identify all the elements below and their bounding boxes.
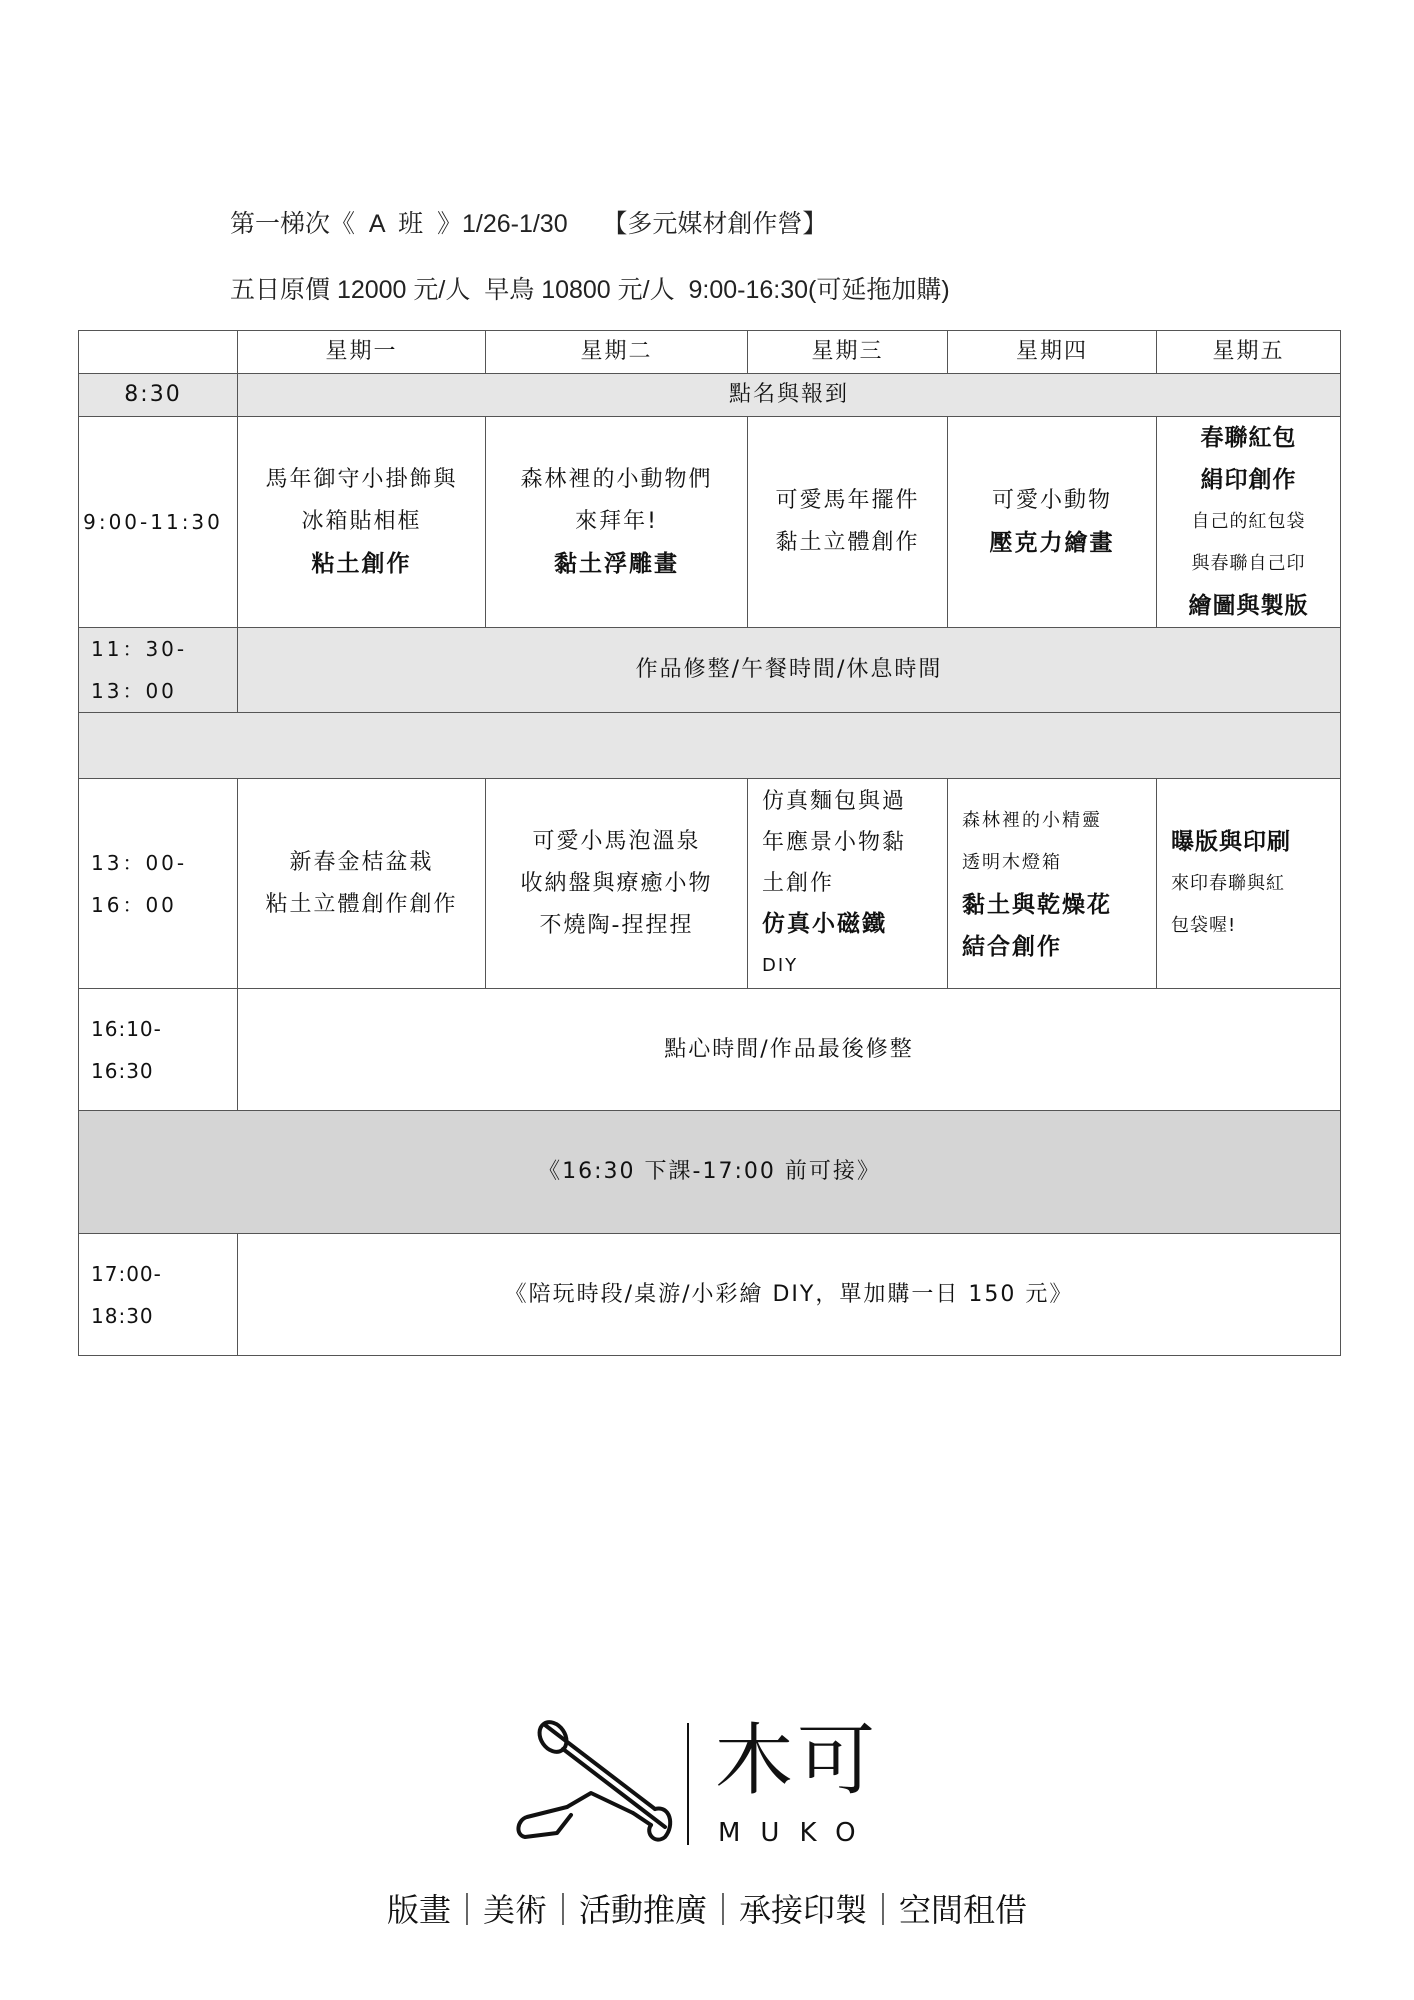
activity-text: 新春金桔盆栽 [289,849,434,875]
activity-type: 粘土創作 [311,551,412,577]
time-end: 16：00 [91,892,177,917]
brand-name-cn: 木可 [715,1716,880,1806]
activity-cell-fri [1157,417,1341,628]
activity-text: 土創作 [762,871,835,896]
time-start: 13：00- [91,850,188,875]
day-header: 星期三 [748,331,948,374]
activity-cell-mon [238,417,486,628]
activity-cell-thu [948,417,1157,628]
brand-name-en: MUKO [718,1818,876,1848]
activity-text: 馬年御守小掛飾與 [265,467,458,492]
activity-text: 森林裡的小動物們 [520,467,713,492]
activity-type: 黏土與乾燥花 [962,891,1112,918]
activity-text: 自己的紅包袋 [1191,511,1306,532]
activity-cell-tue [486,779,748,989]
activity-type: 結合創作 [962,933,1062,960]
extra-row [79,1234,1341,1356]
snack-row [79,989,1341,1111]
time-start: 17:00- [91,1261,162,1286]
activity-cell-thu [948,779,1157,989]
empty-cell [79,713,1341,779]
activity-text: 粘土立體創作創作 [265,891,458,917]
activity-cell-fri [1157,779,1341,989]
time-end: 18:30 [91,1303,154,1328]
activity-text: 透明木燈箱 [962,851,1062,873]
lunch-text: 作品修整/午餐時間/休息時間 [238,628,1341,713]
pickup-row [79,1111,1341,1234]
morning-row [79,417,1341,628]
activity-text: 可愛小馬泡溫泉 [532,828,701,854]
lunch-row [79,628,1341,713]
day-header: 星期五 [1157,331,1341,374]
afternoon-row [79,779,1341,989]
day-header-row [79,331,1341,374]
time-start: 11：30- [91,637,188,661]
time-cell [79,989,238,1111]
activity-text: 包袋喔! [1171,914,1237,936]
pickup-text: 《16:30 下課-17:00 前可接》 [79,1111,1341,1234]
time-cell: 8:30 [79,374,238,417]
time-end: 13：00 [91,679,177,703]
time-end: 16:30 [91,1058,154,1083]
time-cell: 9:00-11:30 [79,417,238,628]
activity-type: 壓克力繪畫 [989,530,1115,556]
camp-title: 第一梯次《 A 班 》1/26-1/30 【多元媒材創作營】 [230,210,828,238]
activity-text: 可愛馬年擺件 [775,488,920,513]
activity-type: 春聯紅包 [1200,425,1297,451]
activity-text: 可愛小動物 [991,488,1112,513]
time-cell [79,1234,238,1356]
time-cell [79,779,238,989]
activity-type: 黏土浮雕畫 [554,551,679,577]
spacer-row [79,713,1341,779]
checkin-row [79,374,1341,417]
brand-tagline: 版畫｜美術｜活動推廣｜承接印製｜空間租借 [386,1891,1027,1929]
time-cell [79,628,238,713]
activity-text: 收納盤與療癒小物 [520,870,713,896]
activity-cell-mon [238,779,486,989]
time-start: 16:10- [91,1016,162,1041]
activity-cell-tue [486,417,748,628]
activity-type: 仿真小磁鐵 [762,911,887,937]
activity-text: 與春聯自己印 [1191,553,1306,574]
activity-text: 仿真麵包與過 [762,789,907,814]
activity-text: 森林裡的小精靈 [962,809,1102,831]
checkin-text: 點名與報到 [238,374,1341,417]
snack-text: 點心時間/作品最後修整 [238,989,1341,1111]
corner-cell [79,331,238,374]
activity-text: 年應景小物黏 [762,830,907,855]
activity-type: 曝版與印刷 [1171,828,1291,855]
activity-type: 繪圖與製版 [1188,593,1309,619]
day-header: 星期四 [948,331,1157,374]
activity-text: 來拜年! [575,509,658,534]
extra-text: 《陪玩時段/桌游/小彩繪 DIY，單加購一日 150 元》 [238,1234,1341,1356]
day-header: 星期一 [238,331,486,374]
price-info: 五日原價 12000 元/人 早鳥 10800 元/人 9:00-16:30(可延拖加購) [230,276,950,304]
activity-text: 冰箱貼相框 [301,509,422,534]
schedule-table [78,330,1341,1356]
activity-cell-wed [748,417,948,628]
activity-text: DIY [762,955,799,976]
activity-text: 不燒陶-捏捏捏 [539,912,694,938]
activity-type: 絹印創作 [1200,467,1297,493]
day-header: 星期二 [486,331,748,374]
activity-text: 黏土立體創作 [775,530,920,555]
activity-text: 來印春聯與紅 [1171,872,1285,894]
activity-cell-wed [748,779,948,989]
